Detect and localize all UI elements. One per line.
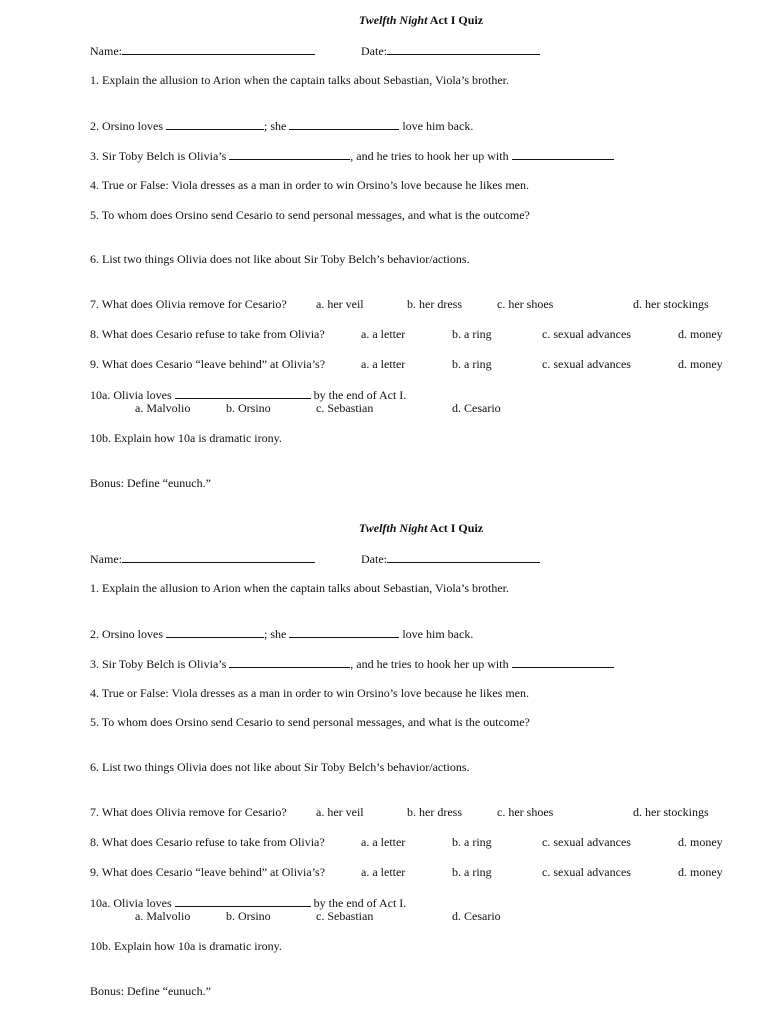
q7-option-d[interactable]: d. her stockings — [633, 297, 709, 311]
q3-blank-2[interactable] — [512, 148, 614, 160]
q8-option-b[interactable]: b. a ring — [452, 327, 492, 341]
q10a-option-b[interactable]: b. Orsino — [226, 909, 271, 923]
question-7: 7. What does Olivia remove for Cesario? — [90, 297, 287, 311]
question-2: 2. Orsino loves ; she love him back. — [90, 119, 474, 133]
q9-option-b[interactable]: b. a ring — [452, 357, 492, 371]
question-1: 1. Explain the allusion to Arion when the captain talks about Sebastian, Viola’s brother. — [90, 73, 509, 87]
q2-blank-2[interactable] — [289, 626, 399, 638]
question-5: 5. To whom does Orsino send Cesario to send personal messages, and what is the outcome? — [90, 208, 530, 222]
q10a-option-a[interactable]: a. Malvolio — [135, 401, 191, 415]
q10a-option-b[interactable]: b. Orsino — [226, 401, 271, 415]
q7-option-a[interactable]: a. her veil — [316, 805, 364, 819]
quiz-copy-2 — [0, 508, 768, 1016]
date-blank[interactable] — [387, 551, 540, 563]
question-9: 9. What does Cesario “leave behind” at Olivia’s? — [90, 865, 326, 879]
date-blank[interactable] — [387, 43, 540, 55]
question-8: 8. What does Cesario refuse to take from Olivia? — [90, 835, 325, 849]
date-line — [361, 551, 540, 566]
q7-option-d[interactable]: d. her stockings — [633, 805, 709, 819]
q8-option-a[interactable]: a. a letter — [361, 835, 406, 849]
question-6: 6. List two things Olivia does not like about Sir Toby Belch’s behavior/actions. — [90, 760, 470, 774]
date-label: Date: — [361, 44, 387, 58]
q2-blank-1[interactable] — [166, 626, 264, 638]
date-label: Date: — [361, 552, 387, 566]
question-10a: 10a. Olivia loves by the end of Act I. — [90, 896, 407, 910]
question-7: 7. What does Olivia remove for Cesario? — [90, 805, 287, 819]
q8-option-c[interactable]: c. sexual advances — [542, 835, 631, 849]
name-label: Name: — [90, 44, 122, 58]
q9-option-b[interactable]: b. a ring — [452, 865, 492, 879]
q3-blank-1[interactable] — [229, 656, 350, 668]
q7-option-a[interactable]: a. her veil — [316, 297, 364, 311]
q8-option-b[interactable]: b. a ring — [452, 835, 492, 849]
date-line — [361, 43, 540, 58]
q2-blank-2[interactable] — [289, 118, 399, 130]
quiz-title: Twelfth Night Act I Quiz — [358, 13, 484, 27]
name-blank[interactable] — [122, 551, 315, 563]
q9-option-c[interactable]: c. sexual advances — [542, 357, 631, 371]
q7-option-c[interactable]: c. her shoes — [497, 805, 554, 819]
q9-option-a[interactable]: a. a letter — [361, 865, 406, 879]
question-10b: 10b. Explain how 10a is dramatic irony. — [90, 939, 282, 953]
bonus-question: Bonus: Define “eunuch.” — [90, 984, 211, 998]
q3-blank-2[interactable] — [512, 656, 614, 668]
bonus-question: Bonus: Define “eunuch.” — [90, 476, 211, 490]
q10a-option-a[interactable]: a. Malvolio — [135, 909, 191, 923]
q9-option-d[interactable]: d. money — [678, 357, 723, 371]
q7-option-c[interactable]: c. her shoes — [497, 297, 554, 311]
question-10b: 10b. Explain how 10a is dramatic irony. — [90, 431, 282, 445]
q10a-option-c[interactable]: c. Sebastian — [316, 909, 374, 923]
q8-option-d[interactable]: d. money — [678, 835, 723, 849]
q10a-option-c[interactable]: c. Sebastian — [316, 401, 374, 415]
q7-option-b[interactable]: b. her dress — [407, 805, 462, 819]
name-label: Name: — [90, 552, 122, 566]
name-line — [90, 43, 315, 58]
question-9: 9. What does Cesario “leave behind” at Olivia’s? — [90, 357, 326, 371]
name-blank[interactable] — [122, 43, 315, 55]
question-10a: 10a. Olivia loves by the end of Act I. — [90, 388, 407, 402]
question-3: 3. Sir Toby Belch is Olivia’s , and he tries to hook her up with — [90, 656, 614, 671]
question-1: 1. Explain the allusion to Arion when the captain talks about Sebastian, Viola’s brother. — [90, 581, 509, 595]
question-4: 4. True or False: Viola dresses as a man in order to win Orsino’s love because he likes men. — [90, 686, 529, 700]
question-2: 2. Orsino loves ; she love him back. — [90, 627, 474, 641]
q10a-option-d[interactable]: d. Cesario — [452, 909, 501, 923]
question-5: 5. To whom does Orsino send Cesario to send personal messages, and what is the outcome? — [90, 715, 530, 729]
q10a-blank[interactable] — [175, 387, 311, 399]
q9-option-a[interactable]: a. a letter — [361, 357, 406, 371]
q7-option-b[interactable]: b. her dress — [407, 297, 462, 311]
q10a-blank[interactable] — [175, 895, 311, 907]
question-3: 3. Sir Toby Belch is Olivia’s , and he tries to hook her up with — [90, 148, 614, 163]
q9-option-d[interactable]: d. money — [678, 865, 723, 879]
q3-blank-1[interactable] — [229, 148, 350, 160]
q9-option-c[interactable]: c. sexual advances — [542, 865, 631, 879]
q2-blank-1[interactable] — [166, 118, 264, 130]
name-line — [90, 551, 315, 566]
q8-option-a[interactable]: a. a letter — [361, 327, 406, 341]
quiz-copy-1 — [0, 0, 768, 508]
quiz-title: Twelfth Night Act I Quiz — [358, 521, 484, 535]
q10a-option-d[interactable]: d. Cesario — [452, 401, 501, 415]
q8-option-d[interactable]: d. money — [678, 327, 723, 341]
question-4: 4. True or False: Viola dresses as a man in order to win Orsino’s love because he likes men. — [90, 178, 529, 192]
question-8: 8. What does Cesario refuse to take from Olivia? — [90, 327, 325, 341]
q8-option-c[interactable]: c. sexual advances — [542, 327, 631, 341]
question-6: 6. List two things Olivia does not like about Sir Toby Belch’s behavior/actions. — [90, 252, 470, 266]
